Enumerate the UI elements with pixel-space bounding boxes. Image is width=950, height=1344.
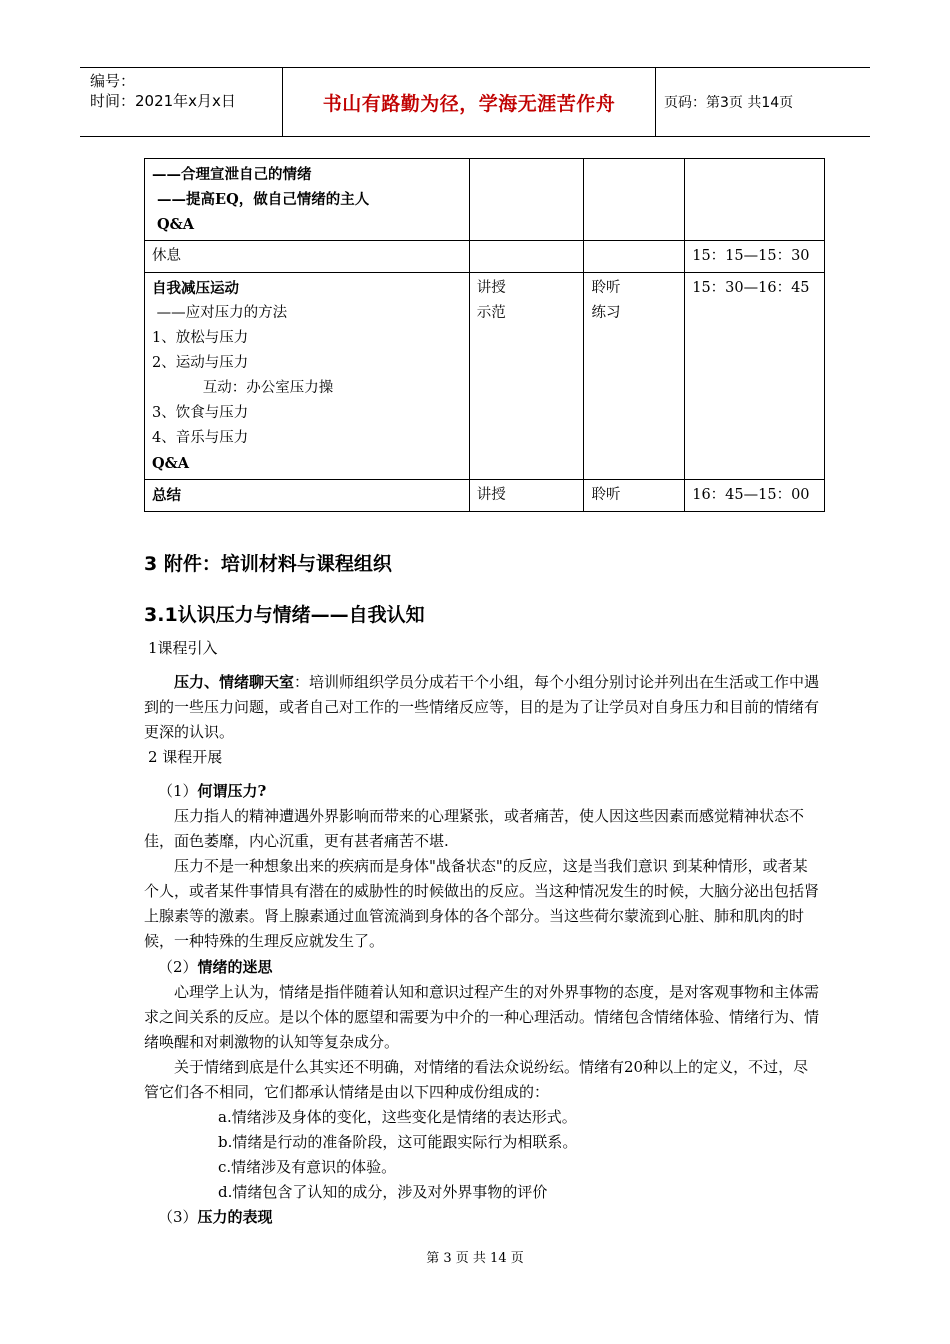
table-cell-activity — [584, 159, 685, 241]
q2-heading — [158, 955, 273, 980]
cell-line: 休息 — [152, 248, 181, 264]
header-meta — [80, 68, 283, 136]
intro-text: ：培训师组织学员分成若干个小组，每个小组分别讨论并列出在生活或工作中遇到的一些压力问题，或者自己对工作的一些情绪反应等，目的是为了让学员对自身压力和目前的情绪有更深的认识。 — [144, 673, 820, 741]
q3-heading — [158, 1205, 273, 1230]
q1-prefix: （1） — [158, 782, 198, 800]
q1-paragraph-2: 压力不是一种想象出来的疾病而是身体"战备状态"的反应，这是当我们意识 到某种情形，或者某个人，或者某件事情具有潜在的威胁性的时候做出的反应。当这种情况发生的时候，大脑分泌出包括肾上腺素等的激素。肾上腺素通过血管流淌到身体的各个部分。当这些荷尔蒙流到心脏、肺和肌肉的时候，一种特殊的生理反应就发生了。 — [144, 857, 820, 950]
table-cell-method — [469, 241, 584, 273]
table-cell-content — [145, 480, 470, 512]
table-cell-content — [145, 273, 470, 480]
table-cell-content — [145, 241, 470, 273]
cell-line: 4、音乐与压力 — [152, 430, 249, 446]
cell-line: 互动：办公室压力操 — [152, 380, 334, 396]
section-3-title: 3 附件：培训材料与课程组织 — [144, 553, 392, 575]
cell-line: Q&A — [152, 455, 189, 472]
list-item: a.情绪涉及身体的变化，这些变化是情绪的表达形式。 — [218, 1108, 577, 1126]
table-cell-content — [145, 159, 470, 241]
header-motto-cell — [283, 68, 656, 136]
table-cell-method — [469, 273, 584, 480]
header-page-info: 页码：第3页 共14页 — [664, 95, 794, 111]
doc-time-label: 时间：2021年x月x日 — [90, 92, 236, 110]
table-row — [145, 480, 825, 512]
header-page-cell — [656, 68, 870, 136]
doc-number-label: 编号： — [90, 72, 136, 90]
page-header — [80, 67, 870, 137]
cell-line: 讲授 — [476, 280, 506, 296]
develop-heading: 2 课程开展 — [148, 748, 223, 766]
cell-line: Q&A — [152, 216, 195, 233]
cell-line: 3、饮食与压力 — [152, 405, 249, 421]
table-cell-activity — [584, 480, 685, 512]
cell-line: ——合理宣泄自己的情绪 — [152, 166, 312, 183]
table-cell-method — [469, 480, 584, 512]
cell-line: 聆听 — [591, 487, 621, 503]
table-cell-activity — [584, 241, 685, 273]
intro-paragraph — [144, 670, 820, 745]
q2-paragraph-2: 关于情绪到底是什么其实还不明确，对情绪的看法众说纷纭。情绪有20种以上的定义，不过，尽管它们各不相同，它们都承认情绪是由以下四种成份组成的： — [144, 1058, 809, 1101]
header-motto: 书山有路勤为径，学海无涯苦作舟 — [322, 92, 616, 115]
q2-prefix: （2） — [158, 958, 198, 976]
table-row — [145, 159, 825, 241]
cell-line: 示范 — [476, 305, 506, 321]
table-cell-time: 15：15—15：30 — [685, 241, 825, 273]
table-row — [145, 241, 825, 273]
q2-paragraph-1: 心理学上认为，情绪是指伴随着认知和意识过程产生的对外界事物的态度，是对客观事物和主体需求之间关系的反应。是以个体的愿望和需要为中介的一种心理活动。情绪包含情绪体验、情绪行为、情绪唤醒和对刺激物的认知等复杂成分。 — [144, 983, 820, 1051]
table-row — [145, 273, 825, 480]
cell-line: ——应对压力的方法 — [152, 305, 288, 321]
cell-line: 总结 — [152, 487, 181, 504]
list-item: b.情绪是行动的准备阶段，这可能跟实际行为相联系。 — [218, 1133, 578, 1151]
cell-line: 1、放松与压力 — [152, 330, 249, 346]
q3-prefix: （3） — [158, 1208, 198, 1226]
section-3-1-title: 3.1认识压力与情绪——自我认知 — [144, 604, 425, 626]
q1-heading — [158, 779, 266, 804]
cell-line: 自我减压运动 — [152, 280, 239, 297]
table-cell-method — [469, 159, 584, 241]
q1-title: 何谓压力? — [197, 782, 267, 800]
page-footer: 第 3 页 共 14 页 — [426, 1251, 524, 1266]
cell-line: 聆听 — [591, 280, 621, 296]
intro-heading: 1课程引入 — [148, 639, 218, 657]
schedule-table — [144, 158, 825, 512]
table-cell-time: 15：30—16：45 — [685, 273, 825, 480]
list-item: c.情绪涉及有意识的体验。 — [218, 1158, 397, 1176]
list-item: d.情绪包含了认知的成分，涉及对外界事物的评价 — [218, 1183, 548, 1201]
cell-line: 讲授 — [476, 487, 506, 503]
q1-paragraph-1: 压力指人的精神遭遇外界影响而带来的心理紧张，或者痛苦，使人因这些因素而感觉精神状态不佳，面色萎靡，内心沉重，更有甚者痛苦不堪. — [144, 807, 805, 850]
table-cell-time — [685, 159, 825, 241]
q3-title: 压力的表现 — [197, 1208, 273, 1226]
intro-bold: 压力、情绪聊天室 — [174, 673, 295, 691]
cell-line: 2、运动与压力 — [152, 355, 249, 371]
table-cell-activity — [584, 273, 685, 480]
q2-list — [218, 1105, 577, 1205]
cell-line: ——提高EQ，做自己情绪的主人 — [152, 191, 370, 208]
table-cell-time: 16：45—15：00 — [685, 480, 825, 512]
cell-line: 练习 — [591, 305, 621, 321]
q2-title: 情绪的迷思 — [197, 958, 273, 976]
